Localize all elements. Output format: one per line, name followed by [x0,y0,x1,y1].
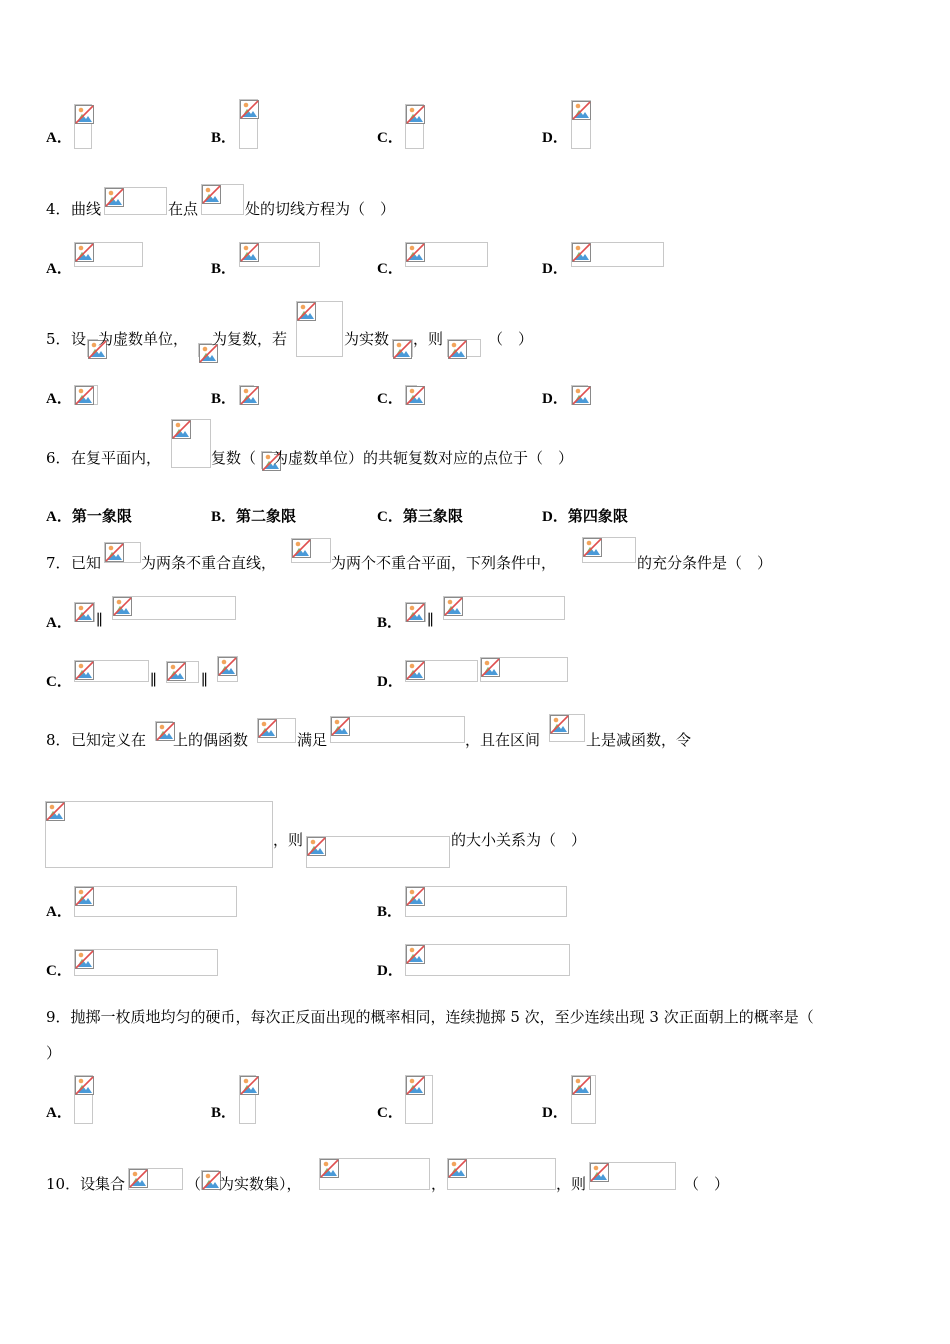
option-d-label: D． [542,261,568,277]
parallel-symbol: ∥ [201,671,208,689]
option-d-label: D． [377,674,403,690]
broken-image-icon [105,188,124,207]
formula-image [447,1158,556,1190]
option-d-image [405,660,478,682]
stem-text: ，则 [556,1175,587,1193]
formula-image [319,1158,430,1190]
option-b-label: B． [377,904,403,920]
option-b: B．第二象限 [211,509,297,525]
stem-text: 为两条不重合直线， [141,554,277,572]
broken-image-icon [550,715,569,734]
broken-image-icon [393,340,412,359]
broken-image-icon [297,302,316,321]
stem-text: 为虚数单位）的共轭复数对应的点位于（ ） [273,449,574,467]
option-c-label: C． [377,391,403,407]
option-c-label: C． [377,130,403,146]
formula-image [447,339,481,357]
option-c-image [74,949,218,976]
option-d-image [571,100,591,149]
option-c-image [405,104,424,149]
parallel-symbol: ∥ [96,611,103,629]
broken-image-icon [75,386,94,405]
stem-text: 设 [71,330,87,348]
option-c-label: C． [377,261,403,277]
broken-image-icon [75,950,94,969]
stem-text: 为实数集）， [219,1175,302,1193]
question-number: 4． [46,200,71,218]
broken-image-icon [240,100,259,119]
stem-text: 设集合 [80,1175,126,1193]
formula-image [171,419,211,468]
broken-image-icon [129,1169,148,1188]
broken-image-icon [75,243,94,262]
option-a-label: A． [46,391,72,407]
option-a-label: A． [46,904,72,920]
option-a-image [112,596,236,620]
option-c-label: C． [377,1105,403,1121]
stem-text: 处的切线方程为（ ） [245,200,396,218]
formula-image [392,339,413,357]
option-d-label: D． [542,391,568,407]
option-a-image [74,886,237,917]
parallel-symbol: ∥ [150,671,157,689]
broken-image-icon [406,1076,425,1095]
option-c-image [405,385,417,405]
stem-text: 满足 [297,731,328,749]
stem-text: 上是减函数，令 [586,731,692,749]
formula-image [45,801,273,868]
option-d-label: D． [542,1105,568,1121]
formula-image [291,538,331,563]
stem-text: 曲线 [71,200,102,218]
option-c: C．第三象限 [377,509,463,525]
stem-text: ，且在区间 [465,731,541,749]
formula-image [87,339,98,357]
stem-text: （ ） [684,1175,730,1193]
option-c-label: C． [46,674,72,690]
option-c-label: C． [46,963,72,979]
option-b-label: B． [211,1105,237,1121]
stem-text: ， [431,1175,447,1193]
formula-image [306,836,450,868]
broken-image-icon [202,185,221,204]
broken-image-icon [75,1076,94,1095]
question-number: 5． [46,330,71,348]
formula-image [128,1168,183,1190]
option-d: D．第四象限 [542,509,628,525]
option-a-image [74,385,98,405]
formula-image [330,716,465,743]
stem-text: 已知 [71,554,102,572]
option-a-label: A． [46,615,72,631]
broken-image-icon [105,543,124,562]
stem-text: 在点 [168,200,199,218]
broken-image-icon [406,603,425,622]
question-number: 7． [46,554,71,572]
option-d-image [480,657,568,682]
formula-image [589,1162,676,1190]
broken-image-icon [113,597,132,616]
option-b-label: B． [377,615,403,631]
stem-text: 为虚数单位， [98,330,189,348]
broken-image-icon [444,597,463,616]
formula-image [198,343,212,357]
option-b-image [239,1075,256,1124]
parallel-symbol: ∥ [427,611,434,629]
stem-text: 已知定义在 [71,731,147,749]
formula-image [104,542,141,563]
broken-image-icon [167,662,186,681]
formula-image [549,714,585,742]
option-b-image [239,385,254,405]
stem-text: 的充分条件是（ ） [637,554,773,572]
broken-image-icon [292,539,311,558]
broken-image-icon [75,105,94,124]
question-number: 10． [46,1175,81,1193]
stem-text: 为两个不重合平面，下列条件中， [331,554,557,572]
stem-text: （ ） [488,330,534,348]
stem-text: 在复平面内， [71,449,162,467]
option-a-label: A． [46,1105,72,1121]
broken-image-icon [572,243,591,262]
stem-text: ，则 [413,330,444,348]
stem-text: 9．抛掷一枚质地均匀的硬币，每次正反面出现的概率相同，连续抛掷 5 次，至少连续出现 3 次正面朝上的概率是（ [46,1008,814,1026]
option-c-image [405,1075,433,1124]
option-c-image [74,660,149,682]
option-b-image [443,596,565,620]
broken-image-icon [406,386,425,405]
formula-image [155,721,173,741]
broken-image-icon [240,386,259,405]
broken-image-icon [240,1076,259,1095]
broken-image-icon [258,719,277,738]
broken-image-icon [572,386,591,405]
stem-text: （ [186,1175,202,1193]
question-number: 6． [46,449,71,467]
option-a: A．第一象限 [46,509,132,525]
formula-image [201,184,244,215]
option-b-image [405,602,426,622]
stem-text: ） [46,1044,62,1062]
stem-text: 为实数 [344,330,390,348]
broken-image-icon [240,243,259,262]
broken-image-icon [448,1159,467,1178]
option-a-image [74,104,92,149]
option-a-image [74,1075,93,1124]
option-b-label: B． [211,130,237,146]
broken-image-icon [572,1076,591,1095]
broken-image-icon [572,101,591,120]
broken-image-icon [406,243,425,262]
formula-image [201,1170,219,1190]
option-a-image [74,602,95,622]
option-d-image [571,385,588,405]
stem-text: 上的偶函数 [173,731,249,749]
option-b-image [239,242,320,267]
option-b-label: B． [211,261,237,277]
broken-image-icon [481,658,500,677]
question-number: 8． [46,731,71,749]
broken-image-icon [75,603,94,622]
stem-text: ，则 [273,831,304,849]
option-c-image [166,661,199,683]
option-b-image [405,886,567,917]
broken-image-icon [406,105,425,124]
broken-image-icon [583,538,602,557]
broken-image-icon [406,945,425,964]
broken-image-icon [590,1163,609,1182]
stem-text: 为复数，若 [212,330,288,348]
broken-image-icon [218,657,237,676]
stem-text: 的大小关系为（ ） [451,831,587,849]
formula-image [104,187,167,215]
broken-image-icon [406,887,425,906]
option-d-label: D． [377,963,403,979]
option-b-label: B． [211,391,237,407]
option-c-image [405,242,488,267]
option-d-label: D． [542,130,568,146]
option-a-image [74,242,143,267]
option-b-image [239,99,258,149]
formula-image [257,718,296,743]
option-a-label: A． [46,261,72,277]
broken-image-icon [75,661,94,680]
option-d-image [405,944,570,976]
option-d-image [571,242,664,267]
broken-image-icon [320,1159,339,1178]
broken-image-icon [448,340,467,359]
option-a-label: A． [46,130,72,146]
formula-image [296,301,343,357]
broken-image-icon [307,837,326,856]
broken-image-icon [331,717,350,736]
broken-image-icon [75,887,94,906]
option-c-image [217,656,238,682]
broken-image-icon [46,802,65,821]
option-d-image [571,1075,596,1124]
formula-image [582,537,636,563]
broken-image-icon [172,420,191,439]
broken-image-icon [406,661,425,680]
formula-image [261,451,272,469]
stem-text: 复数（ [211,449,257,467]
